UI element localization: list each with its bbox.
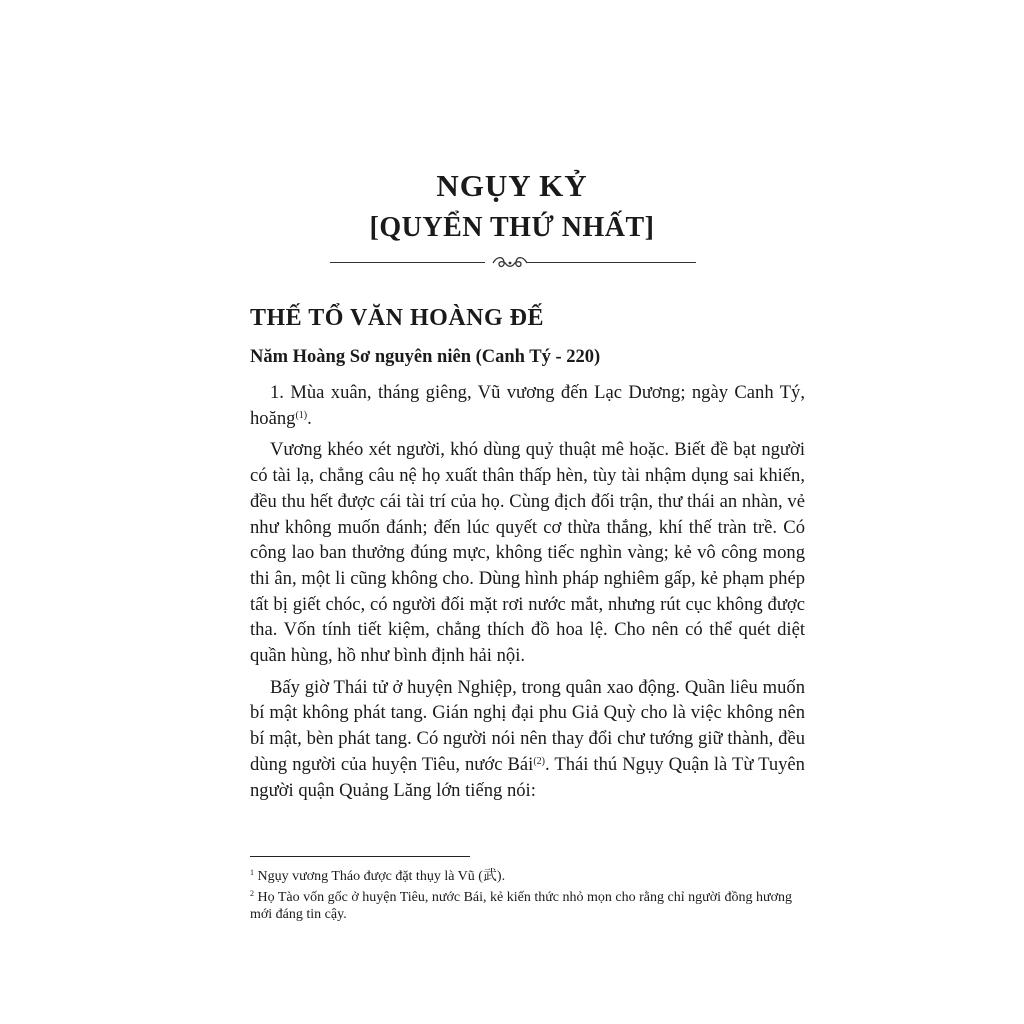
paragraph-1-text: 1. Mùa xuân, tháng giêng, Vũ vương đến Lạc Dương; ngày Canh Tý, hoăng xyxy=(250,382,805,429)
footnote-2-mark: 2 xyxy=(250,888,254,898)
paragraph-3-text: Bấy giờ Thái tử ở huyện Nghiệp, trong quân xao động. Quần liêu muốn bí mật không phát tang. Gián nghị đại phu Giả Quỳ cho là việc không nên bí mật, bèn phát tang. Có người nói nên thay đổi chư tướng giữ thành, đều dùng người của huyện Tiêu, nước Bái xyxy=(250,676,805,775)
paragraph-3-end: . Thái thú Ngụy Quận là Từ Tuyên người quận Quảng Lăng lớn tiếng nói: xyxy=(250,753,805,801)
footnote-2 xyxy=(250,889,805,924)
footnote-rule xyxy=(250,856,470,857)
footnote-1-mark: 1 xyxy=(250,868,254,877)
footnote-ref-1: (1) xyxy=(295,409,308,421)
section-heading: THẾ TỔ VĂN HOÀNG ĐẾ xyxy=(250,305,544,331)
paragraph-1-end: . xyxy=(307,407,312,429)
footnote-ref-2: (2) xyxy=(533,755,545,767)
footnote-2-text: Họ Tào vốn gốc ở huyện Tiêu, nước Bái, kẻ kiến thức nhỏ mọn cho rằng chỉ người đồng hương mới đáng tin cậy. xyxy=(250,889,792,922)
ornament-divider xyxy=(330,251,696,275)
body-text xyxy=(250,380,805,809)
flourish-ornament-icon xyxy=(490,253,530,273)
divider-line-left xyxy=(330,262,485,263)
paragraph-3 xyxy=(250,675,805,804)
book-title: NGỤY KỶ xyxy=(436,168,588,203)
year-heading: Năm Hoàng Sơ nguyên niên (Canh Tý - 220) xyxy=(250,347,601,367)
footnote-1-text: Ngụy vương Tháo được đặt thụy là Vũ (武). xyxy=(257,869,506,884)
paragraph-2: Vương khéo xét người, khó dùng quỷ thuật mê hoặc. Biết đề bạt người có tài lạ, chẳng câu nệ họ xuất thân thấp hèn, tùy tài nhậm dụng sai khiến, đều thu hết được cái tài trí của họ. Cùng địch đối trận, thư thái an nhàn, vẻ như không muốn đánh; đến lúc quyết cơ thừa thắng, khí thế tràn trề. Có công lao ban thưởng đúng mực, không tiếc nghìn vàng; kẻ vô công mong thi ân, một li cũng không cho. Dùng hình pháp nghiêm gấp, kẻ phạm phép tất bị giết chóc, có người đối mặt rơi nước mắt, nhưng rút cục không được tha. Vốn tính tiết kiệm, chẳng thích đồ hoa lệ. Cho nên có thể quét diệt quần hùng, hồ như bình định hải nội. xyxy=(250,439,805,667)
footnote-1 xyxy=(250,868,805,886)
paragraph-1 xyxy=(250,380,805,431)
divider-line-right xyxy=(526,262,696,263)
footnotes xyxy=(250,868,805,927)
book-subtitle: [QUYỂN THỨ NHẤT] xyxy=(369,212,655,243)
